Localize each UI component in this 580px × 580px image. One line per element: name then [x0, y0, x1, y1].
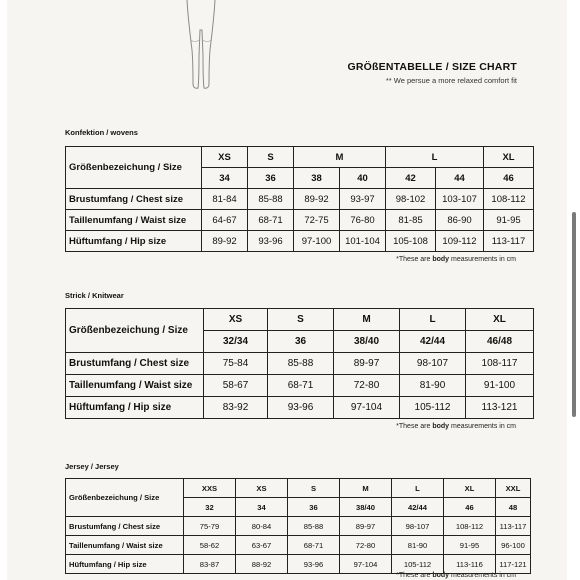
measurement-value: 63-67 — [236, 536, 288, 555]
measurement-value: 93-96 — [248, 231, 294, 252]
measurement-value: 89-92 — [202, 231, 248, 252]
measurement-value: 91-95 — [484, 210, 534, 231]
measurement-value: 96-100 — [496, 536, 531, 555]
measurement-value: 86-90 — [436, 210, 484, 231]
measurement-value: 93-97 — [340, 189, 386, 210]
measurement-label: Taillenumfang / Waist size — [66, 536, 184, 555]
table-row — [66, 517, 531, 536]
measurement-value: 113-117 — [484, 231, 534, 252]
table-row — [66, 231, 534, 252]
measurement-value: 113-116 — [444, 555, 496, 574]
size-number-cell: 36 — [268, 331, 334, 353]
size-number-cell: 34 — [236, 498, 288, 517]
measurement-value: 85-88 — [268, 353, 334, 375]
size-group-row — [66, 479, 531, 498]
measurement-label: Taillenumfang / Waist size — [66, 210, 202, 231]
size-header-label: Größenbezeichung / Size — [66, 147, 202, 189]
section-label-knitwear: Strick / Knitwear — [65, 291, 124, 300]
measurement-value: 89-92 — [294, 189, 340, 210]
vertical-scrollbar[interactable] — [572, 212, 576, 417]
measurement-value: 93-96 — [268, 397, 334, 419]
measurement-label: Brustumfang / Chest size — [66, 189, 202, 210]
measurement-value: 75-79 — [184, 517, 236, 536]
size-number-cell: 42/44 — [400, 331, 466, 353]
size-group-cell: XL — [466, 309, 534, 331]
size-number-cell: 32/34 — [204, 331, 268, 353]
size-group-row — [66, 147, 534, 168]
measurement-value: 76-80 — [340, 210, 386, 231]
size-number-cell: 38/40 — [334, 331, 400, 353]
measurement-value: 113-121 — [466, 397, 534, 419]
table-row — [66, 397, 534, 419]
measurement-value: 97-104 — [340, 555, 392, 574]
mannequin-legs-illustration — [181, 0, 221, 90]
measurement-value: 103-107 — [436, 189, 484, 210]
measurement-value: 68-71 — [248, 210, 294, 231]
measurement-value: 72-80 — [340, 536, 392, 555]
size-header-label: Größenbezeichung / Size — [66, 479, 184, 517]
measurement-label: Hüftumfang / Hip size — [66, 231, 202, 252]
measurement-value: 72-80 — [334, 375, 400, 397]
size-number-cell: 36 — [288, 498, 340, 517]
measurement-value: 109-112 — [436, 231, 484, 252]
size-number-cell: 46 — [484, 168, 534, 189]
measurement-value: 97-100 — [294, 231, 340, 252]
size-group-cell: M — [294, 147, 386, 168]
section-label-jersey: Jersey / Jersey — [65, 462, 119, 471]
measurement-value: 81-85 — [386, 210, 436, 231]
measurement-value: 117-121 — [496, 555, 531, 574]
size-group-cell: L — [392, 479, 444, 498]
measurement-value: 68-71 — [288, 536, 340, 555]
size-number-cell: 46 — [444, 498, 496, 517]
measurement-value: 85-88 — [248, 189, 294, 210]
size-table-knitwear — [65, 308, 534, 419]
size-number-cell: 44 — [436, 168, 484, 189]
measurement-value: 101-104 — [340, 231, 386, 252]
table-row — [66, 536, 531, 555]
measurement-value: 83-92 — [204, 397, 268, 419]
table-row — [66, 353, 534, 375]
size-group-row — [66, 309, 534, 331]
size-number-cell: 42 — [386, 168, 436, 189]
measurement-value: 108-117 — [466, 353, 534, 375]
measurement-value: 81-84 — [202, 189, 248, 210]
measurement-value: 68-71 — [268, 375, 334, 397]
size-number-cell: 48 — [496, 498, 531, 517]
size-group-cell: L — [386, 147, 484, 168]
measurement-value: 58-62 — [184, 536, 236, 555]
measurement-note: *These are body measurements in cm — [396, 572, 516, 579]
size-group-cell: S — [288, 479, 340, 498]
measurement-value: 72-75 — [294, 210, 340, 231]
size-number-cell: 32 — [184, 498, 236, 517]
measurement-value: 105-108 — [386, 231, 436, 252]
size-group-cell: M — [340, 479, 392, 498]
measurement-value: 91-100 — [466, 375, 534, 397]
size-chart-page — [7, 0, 567, 580]
size-number-cell: 40 — [340, 168, 386, 189]
size-group-cell: XS — [204, 309, 268, 331]
measurement-value: 85-88 — [288, 517, 340, 536]
measurement-value: 64-67 — [202, 210, 248, 231]
measurement-label: Taillenumfang / Waist size — [66, 375, 204, 397]
size-group-cell: S — [268, 309, 334, 331]
table-row — [66, 189, 534, 210]
measurement-value: 113-117 — [496, 517, 531, 536]
size-group-cell: M — [334, 309, 400, 331]
page-title: GRÖßENTABELLE / SIZE CHART — [347, 61, 517, 73]
table-row — [66, 555, 531, 574]
measurement-value: 81-90 — [400, 375, 466, 397]
section-label-wovens: Konfektion / wovens — [65, 128, 138, 137]
measurement-value: 105-112 — [400, 397, 466, 419]
page-subtitle: ** We persue a more relaxed comfort fit — [385, 76, 517, 85]
measurement-value: 98-107 — [392, 517, 444, 536]
measurement-value: 108-112 — [484, 189, 534, 210]
measurement-value: 75-84 — [204, 353, 268, 375]
measurement-value: 80-84 — [236, 517, 288, 536]
measurement-value: 91-95 — [444, 536, 496, 555]
measurement-value: 98-102 — [386, 189, 436, 210]
size-group-cell: XS — [202, 147, 248, 168]
size-group-cell: L — [400, 309, 466, 331]
size-number-cell: 38 — [294, 168, 340, 189]
measurement-value: 81-90 — [392, 536, 444, 555]
size-table-jersey — [65, 478, 531, 574]
measurement-value: 98-107 — [400, 353, 466, 375]
size-number-cell: 46/48 — [466, 331, 534, 353]
measurement-value: 58-67 — [204, 375, 268, 397]
measurement-value: 89-97 — [340, 517, 392, 536]
measurement-label: Hüftumfang / Hip size — [66, 555, 184, 574]
measurement-label: Brustumfang / Chest size — [66, 517, 184, 536]
measurement-value: 93-96 — [288, 555, 340, 574]
measurement-value: 83-87 — [184, 555, 236, 574]
size-group-cell: XL — [444, 479, 496, 498]
table-row — [66, 210, 534, 231]
measurement-note: *These are body measurements in cm — [396, 256, 516, 263]
table-row — [66, 375, 534, 397]
size-number-cell: 34 — [202, 168, 248, 189]
measurement-value: 97-104 — [334, 397, 400, 419]
size-number-cell: 38/40 — [340, 498, 392, 517]
measurement-value: 105-112 — [392, 555, 444, 574]
measurement-value: 108-112 — [444, 517, 496, 536]
size-table-wovens — [65, 146, 534, 252]
size-group-cell: XXL — [496, 479, 531, 498]
size-header-label: Größenbezeichung / Size — [66, 309, 204, 353]
size-group-cell: XS — [236, 479, 288, 498]
size-number-cell: 42/44 — [392, 498, 444, 517]
size-group-cell: XL — [484, 147, 534, 168]
size-group-cell: XXS — [184, 479, 236, 498]
size-group-cell: S — [248, 147, 294, 168]
measurement-label: Hüftumfang / Hip size — [66, 397, 204, 419]
size-number-cell: 36 — [248, 168, 294, 189]
measurement-label: Brustumfang / Chest size — [66, 353, 204, 375]
measurement-note: *These are body measurements in cm — [396, 423, 516, 430]
measurement-value: 88-92 — [236, 555, 288, 574]
measurement-value: 89-97 — [334, 353, 400, 375]
